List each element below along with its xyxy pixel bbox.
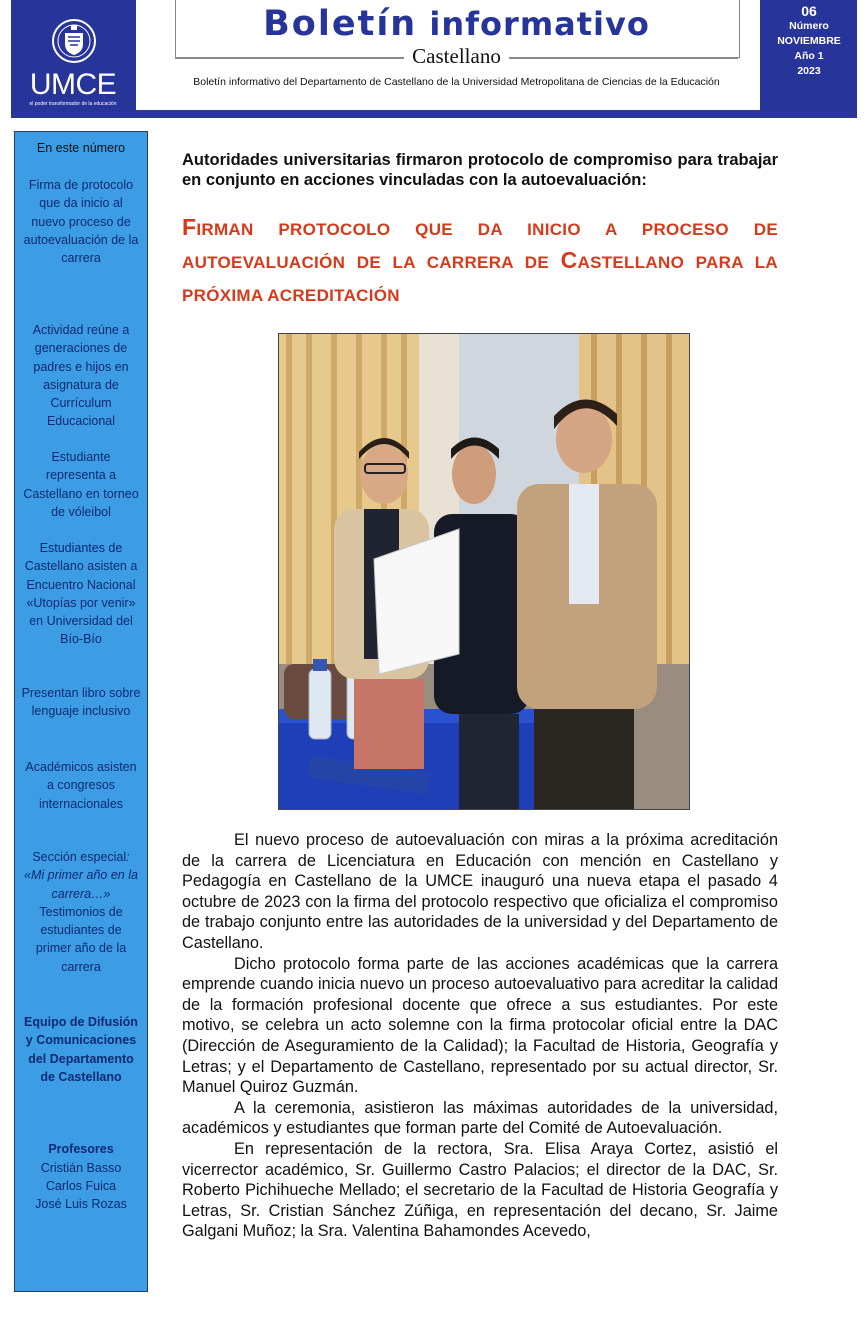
issue-year: 2023 bbox=[797, 65, 821, 77]
professors-title: Profesores bbox=[48, 1142, 114, 1156]
logo-tagline: el poder transformador de la educación bbox=[29, 101, 117, 107]
newsletter-title bbox=[175, 4, 738, 44]
issue-info bbox=[761, 0, 857, 112]
paragraph: En representación de la rectora, Sra. Elisa Araya Cortez, asistió el vicerrector académico, Sr. Guillermo Castro Palacios; el director de la DAC, Sr. Roberto Pichihueche Mellado; el secretario de la Facultad de Historia Geografía y Letras, Sr. Cristian Sánchez Zúñiga, en representación del decano, Sr. Jaime Galgani Muñoz; la Sra. Valentina Bahamondes Acevedo, bbox=[182, 1139, 778, 1241]
umce-logo[interactable] bbox=[11, 0, 135, 112]
toc-heading: En este número bbox=[36, 141, 126, 155]
issue-volume: Año 1 bbox=[794, 50, 824, 62]
article-body bbox=[182, 830, 778, 1242]
toc-item[interactable]: Actividad reúne a generaciones de padres e hijos en asignatura de Currículum Educacional bbox=[32, 323, 130, 429]
table-of-contents bbox=[14, 131, 148, 1292]
issue-month: NOVIEMBRE bbox=[777, 35, 841, 47]
paragraph: A la ceremonia, asistieron las máximas autoridades de la universidad, académicos y estudiantes que forman parte del Comité de Autoevaluación. bbox=[182, 1098, 778, 1138]
article-intro: Autoridades universitarias firmaron protocolo de compromiso para trabajar en conjunto en acciones vinculadas con la autoevaluación: bbox=[182, 151, 778, 189]
article-headline bbox=[182, 212, 778, 311]
issue-label: Número bbox=[789, 20, 829, 32]
ceremony-photo bbox=[278, 333, 690, 810]
headline-cap-1: F bbox=[182, 214, 197, 240]
headline-part-2: ASTELLANO PARA LA PRÓXIMA ACREDITACIÓN bbox=[182, 253, 778, 305]
newsletter-description: Boletín informativo del Departamento de Castellano de la Universidad Metropolitana de Ciencias de la Educación bbox=[193, 76, 720, 88]
professor-list bbox=[21, 1159, 141, 1213]
newsletter-header bbox=[11, 0, 857, 118]
toc-item[interactable]: Académicos asisten a congresos internacionales bbox=[25, 760, 137, 811]
headline-cap-2: C bbox=[560, 247, 578, 273]
team-title: Equipo de Difusión y Comunicaciones del Departamento de Castellano bbox=[24, 1015, 138, 1084]
title-word-boletin: Boletín bbox=[263, 4, 418, 44]
professor-name: José Luis Rozas bbox=[35, 1197, 127, 1211]
toc-item[interactable]: Presentan libro sobre lenguaje inclusivo bbox=[21, 686, 141, 719]
special-prefix: Sección especial bbox=[32, 850, 127, 864]
logo-wordmark: UMCE bbox=[29, 68, 117, 101]
paragraph: El nuevo proceso de autoevaluación con miras a la próxima acreditación de la carrera de Licenciatura en Educación con mención en Castellano y Pedagogía en Castellano de la UMCE inauguró una nueva etapa el pasado 4 octubre de 2023 con la firma del protocolo respectivo que oficializa el compromiso de trabajo conjunto entre las autoridades de la universidad y del Departamento de Castellano. bbox=[182, 831, 778, 952]
issue-number: 06 bbox=[801, 3, 817, 19]
headline-part-1: IRMAN PROTOCOLO QUE DA INICIO A PROCESO DE AUTOEVALUACIÓN DE LA CARRERA DE bbox=[182, 220, 778, 272]
professor-name: Cristián Basso bbox=[40, 1161, 122, 1175]
university-crest-icon bbox=[52, 17, 96, 65]
special-quote: «Mi primer año en la carrera…» bbox=[24, 868, 138, 901]
special-rest: Testimonios de estudiantes de primer año de la carrera bbox=[35, 904, 127, 974]
special-colon: : bbox=[126, 850, 130, 864]
toc-item[interactable]: Estudiante representa a Castellano en torneo de vóleibol bbox=[23, 450, 139, 519]
toc-item[interactable]: Estudiantes de Castellano asisten a Encuentro Nacional «Utopías por venir» en Universidad del Bío-Bío bbox=[24, 541, 138, 647]
title-word-informativo: informativo bbox=[429, 5, 650, 43]
newsletter-subtitle: Castellano bbox=[404, 44, 509, 69]
toc-item-special-section[interactable] bbox=[21, 848, 141, 976]
paragraph: Dicho protocolo forma parte de las acciones académicas que la carrera emprende cuando inicia nuevo un proceso autoevaluativo para acreditar la calidad de la formación profesional docente que ofrece a sus estudiantes. Por este motivo, se celebra un acto solemne con la firma protocolar oficial entre la DAC (Dirección de Aseguramiento de la Calidad); la Facultad de Historia, Geografía y Letras; y el Departamento de Castellano, representado por su actual director, Sr. Manuel Quiroz Guzmán. bbox=[182, 954, 778, 1097]
toc-item[interactable]: Firma de protocolo que da inicio al nuevo proceso de autoevaluación de la carrera bbox=[23, 178, 139, 266]
professor-name: Carlos Fuica bbox=[45, 1179, 117, 1193]
ceremony-photo-illustration bbox=[279, 334, 689, 809]
